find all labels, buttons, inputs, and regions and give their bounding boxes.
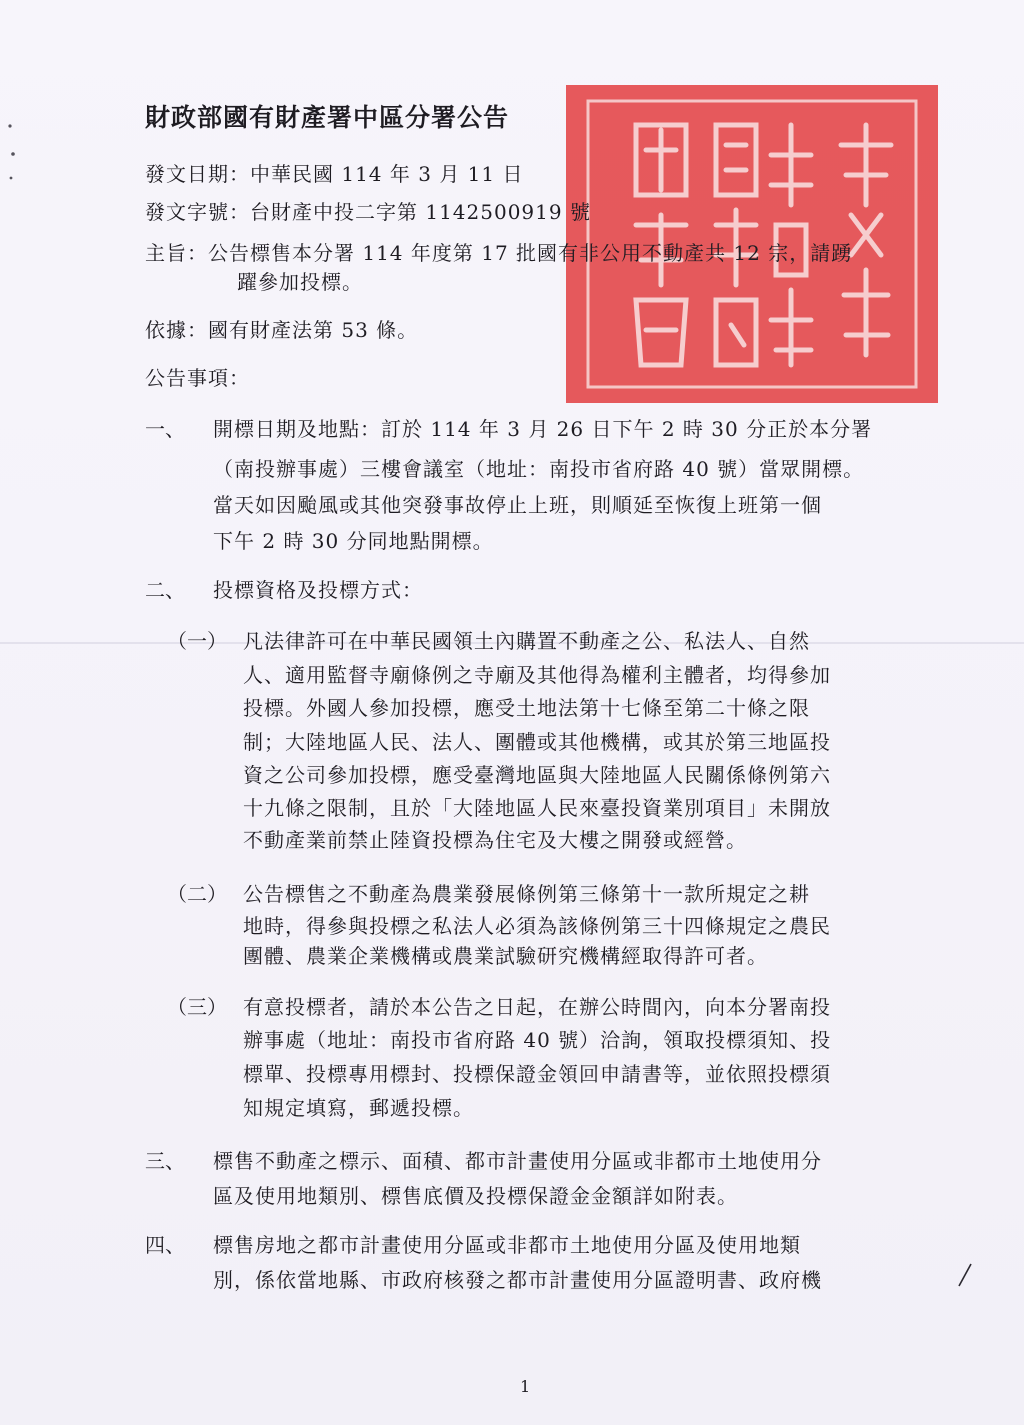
subitem1-line: 制；大陸地區人民、法人、團體或其他機構，或其於第三地區投	[243, 730, 831, 754]
subitem-number: （二）	[167, 882, 227, 906]
subitem3-line: 標單、投標專用標封、投標保證金領回申請書等，並依照投標須	[243, 1062, 831, 1086]
item-number: 三、	[145, 1149, 185, 1173]
subitem-number: （一）	[167, 629, 227, 653]
subitem1-line: 資之公司參加投標，應受臺灣地區與大陸地區人民關係條例第六	[243, 763, 831, 787]
item3-line: 區及使用地類別、標售底價及投標保證金金額詳如附表。	[213, 1184, 738, 1208]
item-number: 二、	[145, 578, 185, 602]
reference-number-line: 發文字號：台財產中投二字第 1142500919 號	[145, 200, 591, 224]
subitem1-line: 凡法律許可在中華民國領土內購置不動產之公、私法人、自然	[243, 629, 810, 653]
item1-line: 開標日期及地點：訂於 114 年 3 月 26 日下午 2 時 30 分正於本分署	[213, 417, 873, 441]
item4-line: 別，係依當地縣、市政府核發之都市計畫使用分區證明書、政府機	[213, 1268, 822, 1292]
item-number: 一、	[145, 417, 185, 441]
margin-punch-marks	[4, 118, 22, 188]
subitem2-line: 公告標售之不動產為農業發展條例第三條第十一款所規定之耕	[243, 882, 810, 906]
subitem2-line: 地時，得參與投標之私法人必須為該條例第三十四條規定之農民	[243, 914, 831, 938]
item1-line: 下午 2 時 30 分同地點開標。	[213, 529, 494, 553]
item2-heading: 投標資格及投標方式：	[213, 578, 423, 602]
items-heading: 公告事項：	[145, 366, 250, 390]
legal-basis-line: 依據：國有財產法第 53 條。	[145, 318, 419, 342]
subitem3-line: 辦事處（地址：南投市省府路 40 號）洽詢，領取投標須知、投	[243, 1028, 832, 1052]
item3-line: 標售不動產之標示、面積、都市計畫使用分區或非都市土地使用分	[213, 1149, 822, 1173]
subitem1-line: 十九條之限制，且於「大陸地區人民來臺投資業別項目」未開放	[243, 796, 831, 820]
item1-line: 當天如因颱風或其他突發事故停止上班，則順延至恢復上班第一個	[213, 493, 822, 517]
subject-line-continued: 躍參加投標。	[237, 270, 363, 294]
subitem3-line: 知規定填寫，郵遞投標。	[243, 1096, 474, 1120]
page-number: 1	[520, 1377, 531, 1396]
pen-mark	[955, 1262, 975, 1288]
subitem1-line: 投標。外國人參加投標，應受土地法第十七條至第二十條之限	[243, 696, 810, 720]
subitem3-line: 有意投標者，請於本公告之日起，在辦公時間內，向本分署南投	[243, 995, 831, 1019]
item4-line: 標售房地之都市計畫使用分區或非都市土地使用分區及使用地類	[213, 1233, 801, 1257]
item1-line: （南投辦事處）三樓會議室（地址：南投市省府路 40 號）當眾開標。	[213, 457, 865, 481]
subitem-number: （三）	[167, 995, 227, 1019]
subject-line: 主旨：公告標售本分署 114 年度第 17 批國有非公用不動產共 12 宗，請踴	[145, 241, 853, 265]
subitem1-line: 不動產業前禁止陸資投標為住宅及大樓之開發或經營。	[243, 828, 747, 852]
subitem1-line: 人、適用監督寺廟條例之寺廟及其他得為權利主體者，均得參加	[243, 663, 831, 687]
item-number: 四、	[145, 1233, 185, 1257]
subitem2-line: 團體、農業企業機構或農業試驗研究機構經取得許可者。	[243, 944, 768, 968]
notice-title: 財政部國有財產署中區分署公告	[145, 103, 510, 132]
issue-date-line: 發文日期：中華民國 114 年 3 月 11 日	[145, 162, 524, 186]
